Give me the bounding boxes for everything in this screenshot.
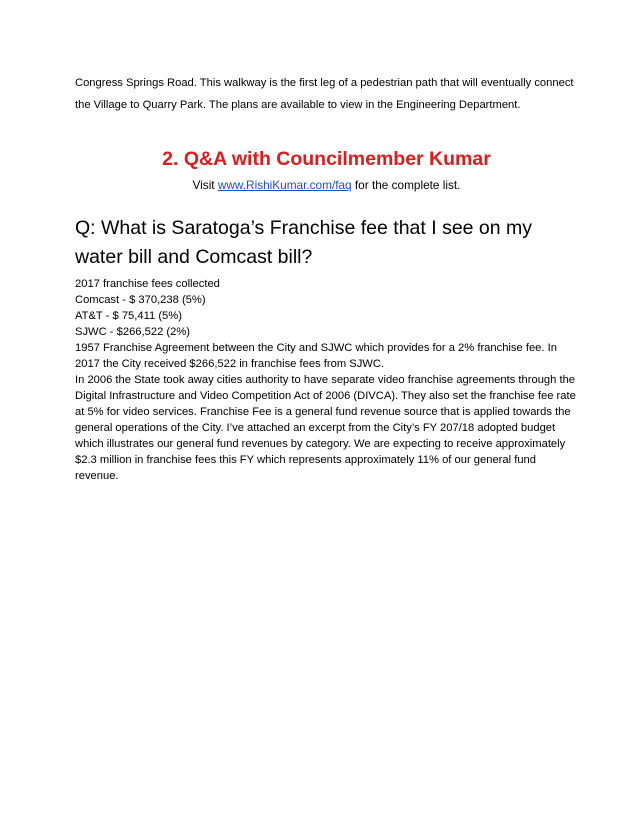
answer-paragraph-agreement: 1957 Franchise Agreement between the City and SJWC which provides for a 2% franchise fee. In 2017 the City received $266,522 in franchise fees from SJWC. <box>75 342 557 370</box>
visit-suffix: for the complete list. <box>351 178 461 192</box>
answer-line-sjwc: SJWC - $266,522 (2%) <box>75 326 191 338</box>
question-heading: Q: What is Saratoga’s Franchise fee that I see on my water bill and Comcast bill? <box>75 217 533 268</box>
answer-block <box>75 276 578 484</box>
answer-line-fees-heading: 2017 franchise fees collected <box>75 278 220 290</box>
intro-paragraph: Congress Springs Road. This walkway is the first leg of a pedestrian path that will eventually connect the Village to Quarry Park. The plans are available to view in the Engineering Department. <box>75 77 574 111</box>
section-title: 2. Q&A with Councilmember Kumar <box>162 148 491 170</box>
visit-prefix: Visit <box>192 178 218 192</box>
answer-line-att: AT&T - $ 75,411 (5%) <box>75 310 182 322</box>
visit-line <box>75 177 578 194</box>
answer-line-comcast: Comcast - $ 370,238 (5%) <box>75 294 206 306</box>
faq-link[interactable]: www.RishiKumar.com/faq <box>217 178 352 192</box>
answer-paragraph-divca: In 2006 the State took away cities authority to have separate video franchise agreements through the Digital Infrastructure and Video Competition Act of 2006 (DIVCA). They also set the franchise fee rate at 5% for video services. Franchise Fee is a general fund revenue source that is applied towards the general operations of the City. I’ve attached an excerpt from the City’s FY 207/18 adopted budget which illustrates our general fund revenues by category. We are expecting to receive approximately $2.3 million in franchise fees this FY which represents approximately 11% of our general fund revenue. <box>75 374 576 482</box>
